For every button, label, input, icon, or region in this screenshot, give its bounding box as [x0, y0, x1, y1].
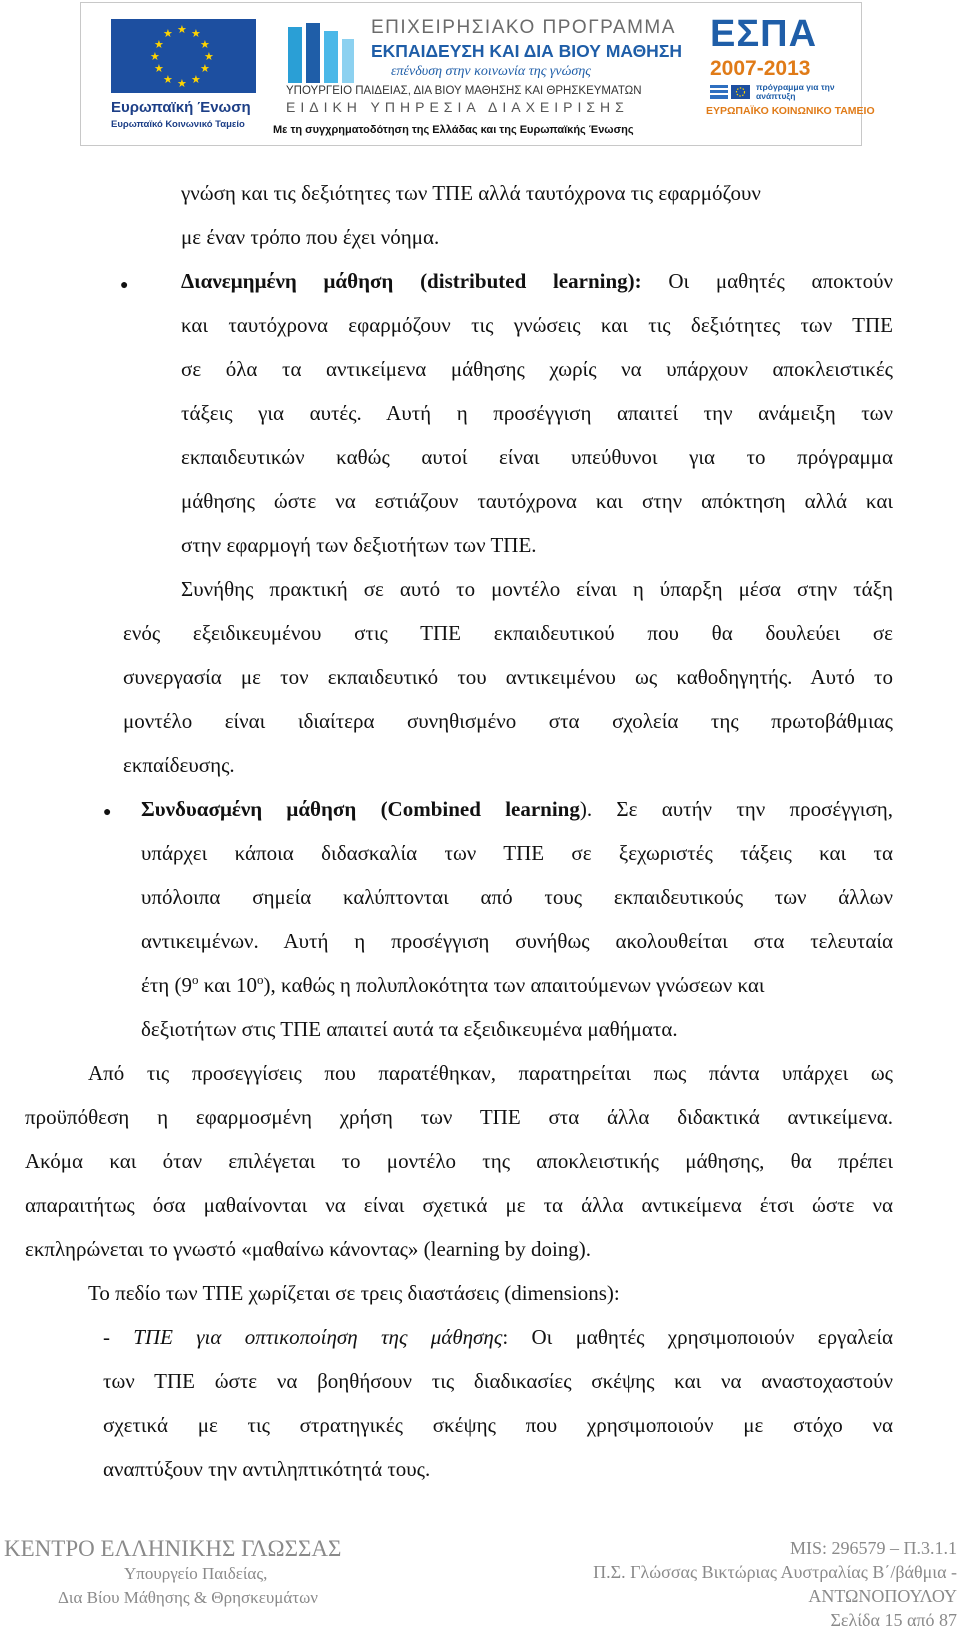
bullet-icon: ●	[120, 278, 129, 293]
footer-author-2: ΑΝΤΩΝΟΠΟΥΛΟΥ	[808, 1586, 957, 1606]
footer-ministry-2: Δια Βίου Μάθησης & Θρησκευμάτων	[58, 1588, 318, 1607]
text-line: αντικειμένων. Αυτή η προσέγγιση συνήθως ακολουθείται στα τελευταία	[141, 929, 893, 953]
program-motto: επένδυση στην κοινωνία της γνώσης	[391, 64, 591, 79]
footer-mis: MIS: 296579 – Π.3.1.1	[789, 1538, 957, 1558]
text-line: Ακόμα και όταν επιλέγεται το μοντέλο της αποκλειστικής μάθησης, θα πρέπει	[25, 1149, 893, 1173]
dimension-term: ΤΠΕ για οπτικοποίηση της μάθησης	[133, 1325, 503, 1349]
text-line: με έναν τρόπο που έχει νόημα.	[181, 225, 440, 249]
text-line: Συνήθης πρακτική σε αυτό το μοντέλο είναι η ύπαρξη μέσα στην τάξη	[181, 577, 893, 601]
program-title-line-2: ΕΚΠΑΙΔΕΥΣΗ ΚΑΙ ΔΙΑ ΒΙΟΥ ΜΑΘΗΣΗ	[371, 41, 682, 61]
flags-icon	[710, 85, 750, 99]
eu-flag-icon: ★ ★ ★ ★ ★ ★ ★ ★ ★ ★ ★ ★	[111, 19, 256, 93]
eu-fund-name: Ευρωπαϊκό Κοινωνικό Ταμείο	[111, 119, 245, 130]
page-number: Σελίδα 15 από 87	[830, 1610, 957, 1630]
text-line: τάξεις για αυτές. Αυτή η προσέγγιση απαιτεί την ανάμειξη των	[181, 401, 893, 425]
text-line: σε όλα τα αντικείμενα μάθησης χωρίς να υπάρχουν αποκλειστικές	[181, 357, 893, 381]
text-line: υπόλοιπα σημεία καλύπτονται από τους εκπαιδευτικούς των άλλων	[141, 885, 893, 909]
special-service-name: ΕΙΔΙΚΗ ΥΠΗΡΕΣΙΑ ΔΙΑΧΕΙΡΙΣΗΣ	[286, 99, 629, 115]
text-span: : Οι μαθητές χρησιμοποιούν εργαλεία	[502, 1325, 893, 1349]
text-line: σχετικά με τις στρατηγικές σκέψης που χρησιμοποιούν με στόχο να	[103, 1413, 893, 1437]
text-span: και 10	[198, 973, 258, 997]
header-banner	[80, 2, 875, 146]
eu-name: Ευρωπαϊκή Ένωση	[111, 99, 251, 116]
footer-ministry-1: Υπουργείο Παιδείας,	[124, 1564, 268, 1583]
text-line: Το πεδίο των ΤΠΕ χωρίζεται σε τρεις διαστάσεις (dimensions):	[88, 1281, 620, 1305]
grades-line	[141, 972, 765, 998]
distributed-learning-line	[181, 268, 893, 294]
espa-years: 2007-2013	[710, 57, 811, 80]
footer-org: ΚΕΝΤΡΟ ΕΛΛΗΝΙΚΗΣ ΓΛΩΣΣΑΣ	[4, 1536, 342, 1561]
text-line: και ταυτόχρονα εφαρμόζουν τις γνώσεις και τις δεξιότητες των ΤΠΕ	[181, 313, 893, 337]
text-line: μάθησης ώστε να εστιάζουν ταυτόχρονα και στην απόκτηση αλλά και	[181, 489, 893, 513]
text-line: Από τις προσεγγίσεις που παρατέθηκαν, παρατηρείται πως πάντα υπάρχει ως	[88, 1061, 893, 1085]
combined-learning-term: Συνδυασμένη μάθηση (Combined learning	[141, 797, 580, 821]
eu-logo	[111, 19, 256, 134]
text-line: δεξιοτήτων στις ΤΠΕ απαιτεί αυτά τα εξειδικευμένα μαθήματα.	[141, 1017, 678, 1041]
espa-name: ΕΣΠΑ	[710, 13, 818, 55]
text-line: προϋπόθεση η εφαρμοσμένη χρήση των ΤΠΕ στα άλλα διδακτικά αντικείμενα.	[25, 1105, 893, 1129]
text-line: γνώση και τις δεξιότητες των ΤΠΕ αλλά ταυτόχρονα τις εφαρμόζουν	[181, 181, 761, 205]
text-line: συνεργασία με τον εκπαιδευτικό του αντικειμένου ως καθοδηγητής. Αυτό το	[123, 665, 893, 689]
text-span: έτη (9	[141, 973, 192, 997]
text-line: εκπληρώνεται το γνωστό «μαθαίνω κάνοντας» (learning by doing).	[25, 1237, 592, 1261]
combined-learning-line	[141, 796, 893, 822]
ministry-name: ΥΠΟΥΡΓΕΙΟ ΠΑΙΔΕΙΑΣ, ΔΙΑ ΒΙΟΥ ΜΑΘΗΣΗΣ ΚΑΙ ΘΡΗΣΚΕΥΜΑΤΩΝ	[286, 85, 642, 97]
esf-name: ΕΥΡΩΠΑΪΚΟ ΚΟΙΝΩΝΙΚΟ ΤΑΜΕΙΟ	[706, 105, 875, 117]
text-line: εκπαίδευσης.	[123, 753, 235, 777]
text-line: αναπτύξουν την αντιληπτικότητά τους.	[103, 1457, 431, 1481]
text-line: μοντέλο είναι ιδιαίτερα συνηθισμένο στα σχολεία της πρωτοβάθμιας	[123, 709, 893, 733]
dash: -	[103, 1325, 134, 1349]
superscript: ο	[191, 972, 199, 987]
program-logo-icon	[286, 19, 356, 89]
program-title-line-1: ΕΠΙΧΕΙΡΗΣΙΑΚΟ ΠΡΟΓΡΑΜΜΑ	[371, 17, 676, 38]
text-line: των ΤΠΕ ώστε να βοηθήσουν τις διαδικασίες σκέψης και να αναστοχαστούν	[103, 1369, 893, 1393]
superscript: ο	[257, 972, 264, 987]
espa-program-text: πρόγραμμα για την ανάπτυξη	[756, 82, 835, 101]
footer-author-1: Π.Σ. Γλώσσας Βικτώριας Αυστραλίας Β΄/βάθμια -	[593, 1562, 957, 1582]
text-line: υπάρχει κάποια διδασκαλία των ΤΠΕ σε ξεχωριστές τάξεις και τα	[141, 841, 893, 865]
dimension-line	[103, 1324, 893, 1350]
espa-logo	[706, 13, 875, 123]
text-span: Οι μαθητές αποκτούν	[641, 269, 893, 293]
text-line: απαραιτήτως όσα μαθαίνονται να είναι σχετικά με τα άλλα αντικείμενα έτσι ώστε να	[25, 1193, 893, 1217]
text-span: ). Σε αυτήν την προσέγγιση,	[579, 797, 894, 821]
text-line: στην εφαρμογή των δεξιοτήτων των ΤΠΕ.	[181, 533, 537, 557]
text-span: ), καθώς η πολυπλοκότητα των απαιτούμενων γνώσεων και	[263, 973, 765, 997]
cofunding-statement: Με τη συγχρηματοδότηση της Ελλάδας και της Ευρωπαϊκής Ένωσης	[273, 124, 634, 136]
distributed-learning-term: Διανεμημένη μάθηση (distributed learning):	[181, 269, 642, 293]
bullet-icon: ●	[103, 805, 112, 820]
text-line: ενός εξειδικευμένου στις ΤΠΕ εκπαιδευτικού που θα δουλεύει σε	[123, 621, 893, 645]
text-line: εκπαιδευτικών καθώς αυτοί είναι υπεύθυνοι για το πρόγραμμα	[181, 445, 893, 469]
